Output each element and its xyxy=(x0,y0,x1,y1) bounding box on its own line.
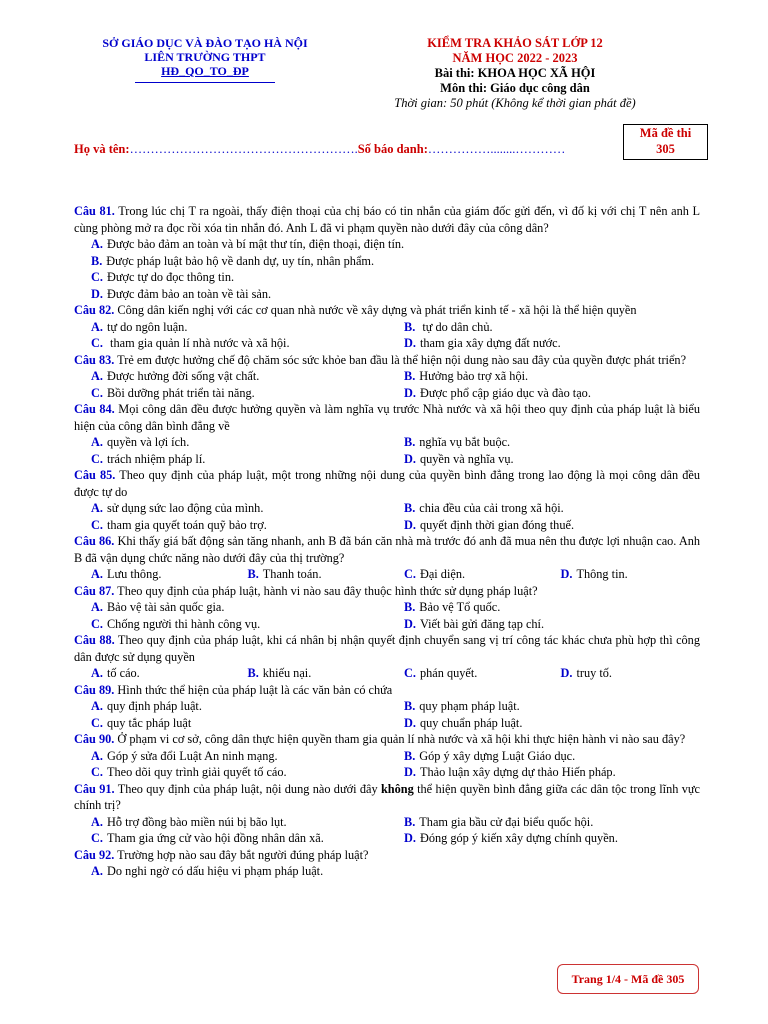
answer-options xyxy=(74,599,700,632)
question-number: Câu 81. xyxy=(74,204,115,218)
question-number: Câu 84. xyxy=(74,402,115,416)
answer-option-b[interactable]: B. tự do dân chủ. xyxy=(404,319,493,334)
answer-option-d[interactable]: D. Được đảm bảo an toàn về tài sản. xyxy=(91,286,272,301)
question-text-emphasis: không xyxy=(380,781,414,796)
answer-option-c[interactable]: C. Đại diện. xyxy=(404,567,466,581)
question-82 xyxy=(74,302,700,352)
answer-options xyxy=(74,434,700,467)
name-field[interactable]: ………………………………………………. xyxy=(129,142,358,156)
question-stem xyxy=(74,632,700,665)
question-number: Câu 87. xyxy=(74,583,115,598)
question-number: Câu 82. xyxy=(74,303,115,317)
answer-option-a[interactable]: A. Bảo vệ tài sản quốc gia. xyxy=(91,600,225,614)
answer-options xyxy=(74,863,700,880)
answer-option-d[interactable]: D. quyền và nghĩa vụ. xyxy=(404,451,514,466)
question-text: Công dân kiến nghị với các cơ quan nhà nước về xây dựng và phát triển kinh tế - xã hội là thể hiện quyền xyxy=(114,303,637,317)
answer-option-b[interactable]: B. quy phạm pháp luật. xyxy=(404,699,520,713)
question-stem xyxy=(74,682,700,699)
question-number: Câu 88. xyxy=(74,633,115,647)
answer-option-c[interactable]: C. Chống người thi hành công vụ. xyxy=(91,616,261,631)
exam-title: KIỂM TRA KHẢO SÁT LỚP 12 xyxy=(427,36,603,50)
answer-option-c[interactable]: C. Được tự do đọc thông tin. xyxy=(91,270,235,284)
question-text: Trong lúc chị T ra ngoài, thấy điện thoại của chị báo có tin nhắn của giám đốc gửi đến, vì đố kị với chị T nên anh L cùng phòng mở ra đọc rồi xóa tin nhắn đó. Anh L đã vi phạm quyền nào dưới đây của công dân? xyxy=(74,204,700,235)
answer-option-a[interactable]: A. tự do ngôn luận. xyxy=(91,319,188,334)
school-code: HĐ_QO_TO_ĐP xyxy=(161,64,249,78)
department-name: SỞ GIÁO DỤC VÀ ĐÀO TẠO HÀ NỘI xyxy=(102,36,308,50)
answer-option-d[interactable]: D. Đóng góp ý kiến xây dựng chính quyền. xyxy=(404,831,618,845)
answer-option-c[interactable]: C. quy tắc pháp luật xyxy=(91,715,192,730)
school-group-name: LIÊN TRƯỜNG THPT xyxy=(144,50,266,64)
question-text: Theo quy định của pháp luật, nội dung nào dưới đây xyxy=(114,781,381,796)
school-year: NĂM HỌC 2022 - 2023 xyxy=(452,51,578,65)
question-85 xyxy=(74,467,700,533)
exam-subject: Môn thi: Giáo dục công dân xyxy=(440,81,590,95)
question-list xyxy=(74,203,700,880)
question-text: thể hiện quyền bình đẳng giữa các dân tộc trong lĩnh vực chính trị? xyxy=(74,781,700,812)
answer-option-c[interactable]: C. tham gia quản lí nhà nước và xã hội. xyxy=(91,336,290,350)
question-90 xyxy=(74,731,700,781)
answer-options xyxy=(74,748,700,781)
answer-option-b[interactable]: B. khiếu nại. xyxy=(247,666,312,680)
answer-option-b[interactable]: B. Bảo vệ Tổ quốc. xyxy=(404,600,501,614)
answer-option-b[interactable]: B. nghĩa vụ bắt buộc. xyxy=(404,435,511,449)
candidate-number-label: Số báo danh: xyxy=(357,142,428,156)
answer-options xyxy=(74,665,700,682)
answer-option-a[interactable]: A. Hỗ trợ đồng bào miền núi bị bão lụt. xyxy=(91,814,287,829)
answer-option-d[interactable]: D. truy tố. xyxy=(560,666,612,680)
question-number: Câu 92. xyxy=(74,847,115,862)
question-84 xyxy=(74,401,700,467)
answer-option-a[interactable]: A. Do nghi ngờ có dấu hiệu vi phạm pháp luật. xyxy=(91,864,324,878)
answer-options xyxy=(74,566,700,583)
answer-option-c[interactable]: C. Theo dõi quy trình giải quyết tố cáo. xyxy=(91,765,287,779)
answer-option-b[interactable]: B. Được pháp luật bảo hộ về danh dự, uy tín, nhân phẩm. xyxy=(91,253,375,268)
question-text: Theo quy định của pháp luật, khi cá nhân bị nhận quyết định chuyển sang vị trí công tác khác chưa phù hợp thì công dân được sử dụng quyền xyxy=(74,633,700,664)
question-83 xyxy=(74,352,700,402)
answer-option-a[interactable]: A. Lưu thông. xyxy=(91,567,162,581)
answer-option-b[interactable]: B. Hưởng bảo trợ xã hội. xyxy=(404,369,529,383)
question-91 xyxy=(74,781,700,847)
answer-options xyxy=(74,236,700,302)
question-stem xyxy=(74,203,700,236)
question-number: Câu 85. xyxy=(74,468,116,482)
answer-options xyxy=(74,698,700,731)
question-number: Câu 91. xyxy=(74,781,115,796)
question-stem xyxy=(74,533,700,566)
answer-options xyxy=(74,319,700,352)
answer-option-b[interactable]: B. Tham gia bầu cử đại biểu quốc hội. xyxy=(404,814,594,829)
question-stem xyxy=(74,847,700,864)
question-text: Hình thức thể hiện của pháp luật là các văn bản có chứa xyxy=(114,682,393,697)
answer-option-a[interactable]: A. Góp ý sửa đổi Luật An ninh mạng. xyxy=(91,748,278,763)
answer-option-a[interactable]: A. quy định pháp luật. xyxy=(91,699,202,713)
answer-options xyxy=(74,814,700,847)
exam-code-value: 305 xyxy=(656,142,675,156)
question-text: Trẻ em được hưởng chế độ chăm sóc sức khỏe ban đầu là thể hiện nội dung nào sau đây của quyền được phát triển? xyxy=(114,352,687,367)
answer-option-c[interactable]: C. Bồi dưỡng phát triển tài năng. xyxy=(91,385,255,400)
answer-option-d[interactable]: D. tham gia xây dựng đất nước. xyxy=(404,336,561,350)
answer-option-a[interactable]: A. tố cáo. xyxy=(91,666,140,680)
answer-option-b[interactable]: B. Góp ý xây dựng Luật Giáo dục. xyxy=(404,748,576,763)
answer-option-d[interactable]: D. Được phổ cập giáo dục và đào tạo. xyxy=(404,385,591,400)
answer-option-b[interactable]: B. chia đều của cải trong xã hội. xyxy=(404,501,564,515)
question-stem xyxy=(74,467,700,500)
answer-option-b[interactable]: B. Thanh toán. xyxy=(247,567,322,581)
answer-option-c[interactable]: C. Tham gia ứng cử vào hội đồng nhân dân xã. xyxy=(91,831,324,845)
page-footer: Trang 1/4 - Mã đề 305 xyxy=(557,964,699,994)
answer-option-d[interactable]: D. Thông tin. xyxy=(560,567,628,581)
answer-option-c[interactable]: C. trách nhiệm pháp lí. xyxy=(91,451,206,466)
answer-option-c[interactable]: C. tham gia quyết toán quỹ bảo trợ. xyxy=(91,517,267,532)
question-text: Theo quy định của pháp luật, hành vi nào sau đây thuộc hình thức sử dụng pháp luật? xyxy=(114,583,538,598)
question-81 xyxy=(74,203,700,302)
answer-option-d[interactable]: D. quyết định thời gian đóng thuế. xyxy=(404,517,575,532)
question-87 xyxy=(74,583,700,633)
student-info-line xyxy=(74,142,614,157)
question-number: Câu 86. xyxy=(74,534,115,548)
exam-code-label: Mã đề thi xyxy=(639,126,692,140)
answer-option-d[interactable]: D. quy chuẩn pháp luật. xyxy=(404,715,523,730)
school-header xyxy=(90,36,320,83)
answer-option-a[interactable]: A. Được hưởng đời sống vật chất. xyxy=(91,369,260,383)
question-86 xyxy=(74,533,700,583)
question-number: Câu 83. xyxy=(74,352,115,367)
question-text: Mọi công dân đều được hưởng quyền và làm nghĩa vụ trước Nhà nước và xã hội theo quy định của pháp luật là biểu hiện của công dân bình đẳng về xyxy=(74,402,700,433)
answer-options xyxy=(74,368,700,401)
question-stem xyxy=(74,781,700,814)
question-stem xyxy=(74,401,700,434)
exam-duration: Thời gian: 50 phút (Không kể thời gian phát đề) xyxy=(394,96,636,110)
question-text: Khi thấy giá bất động sản tăng nhanh, anh B đã bán căn nhà mà trước đó anh đã mua nên thu được lợi nhuận cao. Anh B đã vận dụng chức năng nào dưới đây của thị trường? xyxy=(74,534,700,565)
question-text: Ở phạm vi cơ sở, công dân thực hiện quyền tham gia quản lí nhà nước và xã hội khi thực hiện hành vi nào sau đây? xyxy=(114,732,686,746)
answer-options xyxy=(74,500,700,533)
question-text: Theo quy định của pháp luật, một trong những nội dung của quyền bình đẳng trong lao động là mọi công dân đều được tự do xyxy=(74,468,700,499)
answer-option-a[interactable]: A. Được bảo đảm an toàn và bí mật thư tín, điện thoại, điện tín. xyxy=(91,237,405,251)
exam-header xyxy=(350,36,680,111)
answer-option-a[interactable]: A. quyền và lợi ích. xyxy=(91,435,190,449)
question-stem xyxy=(74,583,700,600)
exam-code-box xyxy=(623,124,708,160)
answer-option-c[interactable]: C. phán quyết. xyxy=(404,666,478,680)
answer-option-d[interactable]: D. Thảo luận xây dựng dự thảo Hiến pháp. xyxy=(404,765,616,779)
question-88 xyxy=(74,632,700,682)
question-92 xyxy=(74,847,700,880)
exam-type: Bài thi: KHOA HỌC XÃ HỘI xyxy=(434,66,596,80)
question-stem xyxy=(74,352,700,369)
question-number: Câu 89. xyxy=(74,682,115,697)
name-label: Họ và tên: xyxy=(74,142,130,156)
answer-option-a[interactable]: A. sử dụng sức lao động của mình. xyxy=(91,501,264,515)
question-stem xyxy=(74,731,700,748)
question-89 xyxy=(74,682,700,732)
header-divider xyxy=(135,82,275,83)
question-number: Câu 90. xyxy=(74,732,115,746)
question-text: Trường hợp nào sau đây bắt người đúng pháp luật? xyxy=(114,847,369,862)
answer-option-d[interactable]: D. Viết bài gửi đăng tạp chí. xyxy=(404,616,545,631)
candidate-number-field[interactable]: ……………........………… xyxy=(427,142,566,156)
question-stem xyxy=(74,302,700,319)
